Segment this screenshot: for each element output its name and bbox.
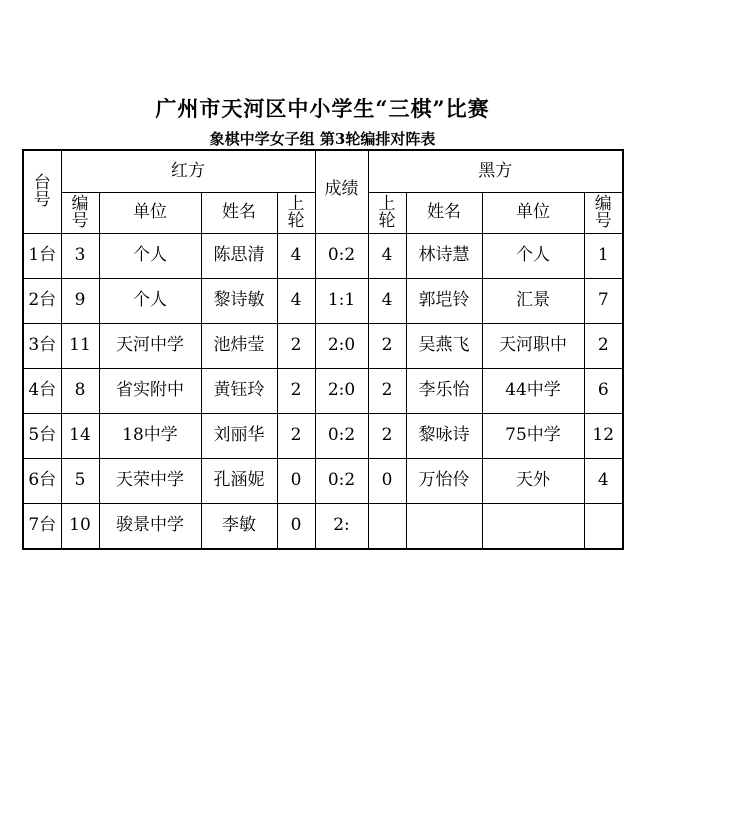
cell-red-name: 孔涵妮 (201, 459, 277, 504)
cell-result: 2:0 (315, 369, 368, 414)
cell-black-number: 4 (584, 459, 623, 504)
cell-black-name: 吴燕飞 (406, 324, 482, 369)
cell-red-number: 10 (61, 504, 99, 550)
cell-red-number: 8 (61, 369, 99, 414)
cell-result: 2: (315, 504, 368, 550)
table-row (23, 369, 623, 414)
table-row (23, 279, 623, 324)
cell-black-name (406, 504, 482, 550)
cell-black-number: 2 (584, 324, 623, 369)
cell-black-last-round: 0 (368, 459, 406, 504)
cell-red-last-round: 4 (277, 279, 315, 324)
header-red: 红方 (61, 150, 315, 193)
cell-black-unit: 汇景 (482, 279, 584, 324)
header-black-unit: 单位 (482, 193, 584, 234)
page-title: 广州市天河区中小学生“三棋”比赛 (155, 96, 490, 121)
table-row (23, 234, 623, 279)
header-row-top (23, 150, 623, 193)
cell-red-unit: 骏景中学 (99, 504, 201, 550)
cell-board: 6台 (23, 459, 61, 504)
cell-red-unit: 省实附中 (99, 369, 201, 414)
cell-black-unit: 天外 (482, 459, 584, 504)
header-black-name: 姓名 (406, 193, 482, 234)
cell-black-number: 7 (584, 279, 623, 324)
cell-black-number: 12 (584, 414, 623, 459)
cell-red-name: 陈思清 (201, 234, 277, 279)
cell-black-name: 万怡伶 (406, 459, 482, 504)
table-row (23, 414, 623, 459)
cell-red-name: 刘丽华 (201, 414, 277, 459)
cell-red-last-round: 0 (277, 459, 315, 504)
header-black-last-round: 上轮 (368, 193, 406, 234)
header-result: 成绩 (315, 150, 368, 234)
cell-red-unit: 天河中学 (99, 324, 201, 369)
cell-black-number (584, 504, 623, 550)
cell-red-number: 11 (61, 324, 99, 369)
cell-result: 0:2 (315, 234, 368, 279)
cell-board: 5台 (23, 414, 61, 459)
cell-black-last-round: 4 (368, 234, 406, 279)
header-red-unit: 单位 (99, 193, 201, 234)
table-row (23, 459, 623, 504)
cell-red-name: 池炜莹 (201, 324, 277, 369)
header-red-number: 编号 (61, 193, 99, 234)
header-red-last-round: 上轮 (277, 193, 315, 234)
cell-black-unit: 个人 (482, 234, 584, 279)
cell-black-last-round: 2 (368, 369, 406, 414)
cell-black-number: 6 (584, 369, 623, 414)
cell-red-name: 黎诗敏 (201, 279, 277, 324)
cell-result: 2:0 (315, 324, 368, 369)
header-black-number: 编号 (584, 193, 623, 234)
cell-red-last-round: 0 (277, 504, 315, 550)
cell-black-unit: 天河职中 (482, 324, 584, 369)
cell-red-unit: 个人 (99, 234, 201, 279)
cell-red-unit: 个人 (99, 279, 201, 324)
cell-red-last-round: 2 (277, 324, 315, 369)
cell-black-name: 郭垲铃 (406, 279, 482, 324)
cell-red-number: 14 (61, 414, 99, 459)
cell-result: 0:2 (315, 459, 368, 504)
header-red-name: 姓名 (201, 193, 277, 234)
cell-black-last-round: 2 (368, 324, 406, 369)
cell-red-unit: 18中学 (99, 414, 201, 459)
cell-black-name: 黎咏诗 (406, 414, 482, 459)
cell-result: 0:2 (315, 414, 368, 459)
cell-result: 1:1 (315, 279, 368, 324)
cell-black-last-round: 2 (368, 414, 406, 459)
header-board: 台号 (23, 150, 61, 234)
cell-board: 2台 (23, 279, 61, 324)
cell-black-name: 林诗慧 (406, 234, 482, 279)
cell-board: 3台 (23, 324, 61, 369)
cell-black-unit (482, 504, 584, 550)
cell-red-unit: 天荣中学 (99, 459, 201, 504)
cell-red-last-round: 4 (277, 234, 315, 279)
cell-black-unit: 75中学 (482, 414, 584, 459)
cell-board: 4台 (23, 369, 61, 414)
cell-red-name: 黄钰玲 (201, 369, 277, 414)
cell-red-number: 9 (61, 279, 99, 324)
cell-board: 1台 (23, 234, 61, 279)
cell-black-last-round (368, 504, 406, 550)
cell-black-number: 1 (584, 234, 623, 279)
cell-black-last-round: 4 (368, 279, 406, 324)
page-subtitle: 象棋中学女子组 第3轮编排对阵表 (209, 130, 436, 148)
cell-red-last-round: 2 (277, 369, 315, 414)
cell-red-name: 李敏 (201, 504, 277, 550)
table-row (23, 324, 623, 369)
cell-board: 7台 (23, 504, 61, 550)
cell-red-last-round: 2 (277, 414, 315, 459)
header-black: 黑方 (368, 150, 623, 193)
cell-red-number: 5 (61, 459, 99, 504)
cell-red-number: 3 (61, 234, 99, 279)
table-row (23, 504, 623, 550)
cell-black-name: 李乐怡 (406, 369, 482, 414)
pairing-table (22, 149, 624, 550)
cell-black-unit: 44中学 (482, 369, 584, 414)
